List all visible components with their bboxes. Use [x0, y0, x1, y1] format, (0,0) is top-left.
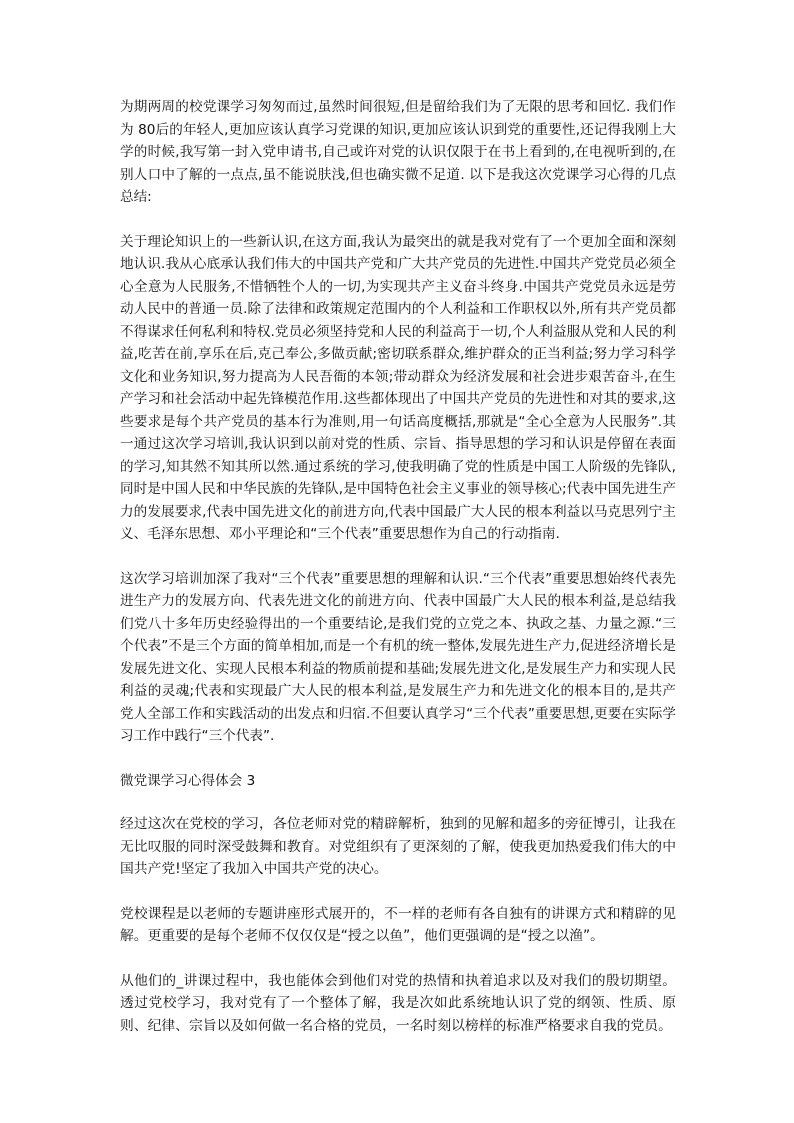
section-heading: 微党课学习心得体会 3	[120, 772, 256, 789]
paragraph-three-represents: 这次学习培训加深了我对“三个代表”重要思想的理解和认识.“三个代表”重要思想始终代表先进生产力的发展方向、代表先进文化的前进方向、代表中国最广大人民的根本利益,是总结我们党八十多年历史经验得出的一个重要结论,是我们党的立党之本、执政之基、力量之源.“三个代表”不是三个方面的简单相加,而是一个有机的统一整体,发展先进生产力,促进经济增长是发展先进文化、实现人民根本利益的物质前提和基础;发展先进文化,是发展生产力和实现人民利益的灵魂;代表和实现最广大人民的根本利益,是发展生产力和先进文化的根本目的,是共产党人全部工作和实践活动的出发点和归宿.不但要认真学习“三个代表”重要思想,更要在实际学习工作中践行“三个代表”.	[120, 570, 676, 744]
document-body	[120, 96, 676, 1059]
paragraph-theory: 关于理论知识上的一些新认识,在这方面,我认为最突出的就是我对党有了一个更加全面和深刻地认识.我从心底承认我们伟大的中国共产党和广大共产党员的先进性.中国共产党党员必须全心全意为人民服务,不惜牺牲个人的一切,为实现共产主义奋斗终身.中国共产党党员永远是劳动人民中的普通一员.除了法律和政策规定范围内的个人利益和工作职权以外,所有共产党员都不得谋求任何私利和特权.党员必须坚持党和人民的利益高于一切,个人利益服从党和人民的利益,吃苦在前,享乐在后,克己奉公,多做贡献;密切联系群众,维护群众的正当利益;努力学习科学文化和业务知识,努力提高为人民吾衙的本领;带动群众为经济发展和社会进步艰苦奋斗,在生产学习和社会活动中起先锋模范作用.这些都体现出了中国共产党员的先进性和对其的要求,这些要求是每个共产党员的基本行为准则,用一句话高度概括,那就是“全心全意为人民服务”.其一通过这次学习培训,我认识到以前对党的性质、宗旨、指导思想的学习和认识是停留在表面的学习,知其然不知其所以然.通过系统的学习,使我明确了党的性质是中国工人阶级的先锋队,同时是中国人民和中华民族的先锋队,是中国特色社会主义事业的领导核心;代表中国先进生产力的发展要求,代表中国先进文化的前进方向,代表中国最广大人民的根本利益以马克思列宁主义、毛泽东思想、邓小平理论和“三个代表”重要思想作为自己的行动指南.	[120, 233, 676, 542]
paragraph-teachers: 从他们的_讲课过程中，我也能体会到他们对党的热情和执着追求以及对我们的殷切期望。透过党校学习，我对党有了一个整体了解，我是次如此系统地认识了党的纲领、性质、原则、纪律、宗旨以及如何做一名合格的党员，一名时刻以榜样的标准严格要求自我的党员。	[120, 972, 676, 1034]
paragraph-intro: 为期两周的校党课学习匆匆而过,虽然时间很短,但是留给我们为了无限的思考和回忆. 我们作为 80后的年轻人,更加应该认真学习党课的知识,更加应该认识到党的重要性,还记得我刚上大学的时候,我写第一封入党申请书,自己或许对党的认识仅限于在书上看到的,在电视听到的,在别人口中了解的一点点,虽不能说肤浅,但也确实微不足道. 以下是我这次党课学习心得的几点总结:	[120, 99, 676, 205]
paragraph-party-school: 经过这次在党校的学习，各位老师对党的精辟解析，独到的见解和超多的旁征博引，让我在无比叹服的同时深受鼓舞和教育。对党组织有了更深刻的了解，使我更加热爱我们伟大的中国共产党!坚定了我加入中国共产党的决心。	[120, 816, 676, 877]
paragraph-courses: 党校课程是以老师的专题讲座形式展开的，不一样的老师有各自独有的讲课方式和精辟的见解。更重要的是每个老师不仅仅仅是“授之以鱼”，他们更强调的是“授之以渔”。	[120, 905, 676, 944]
